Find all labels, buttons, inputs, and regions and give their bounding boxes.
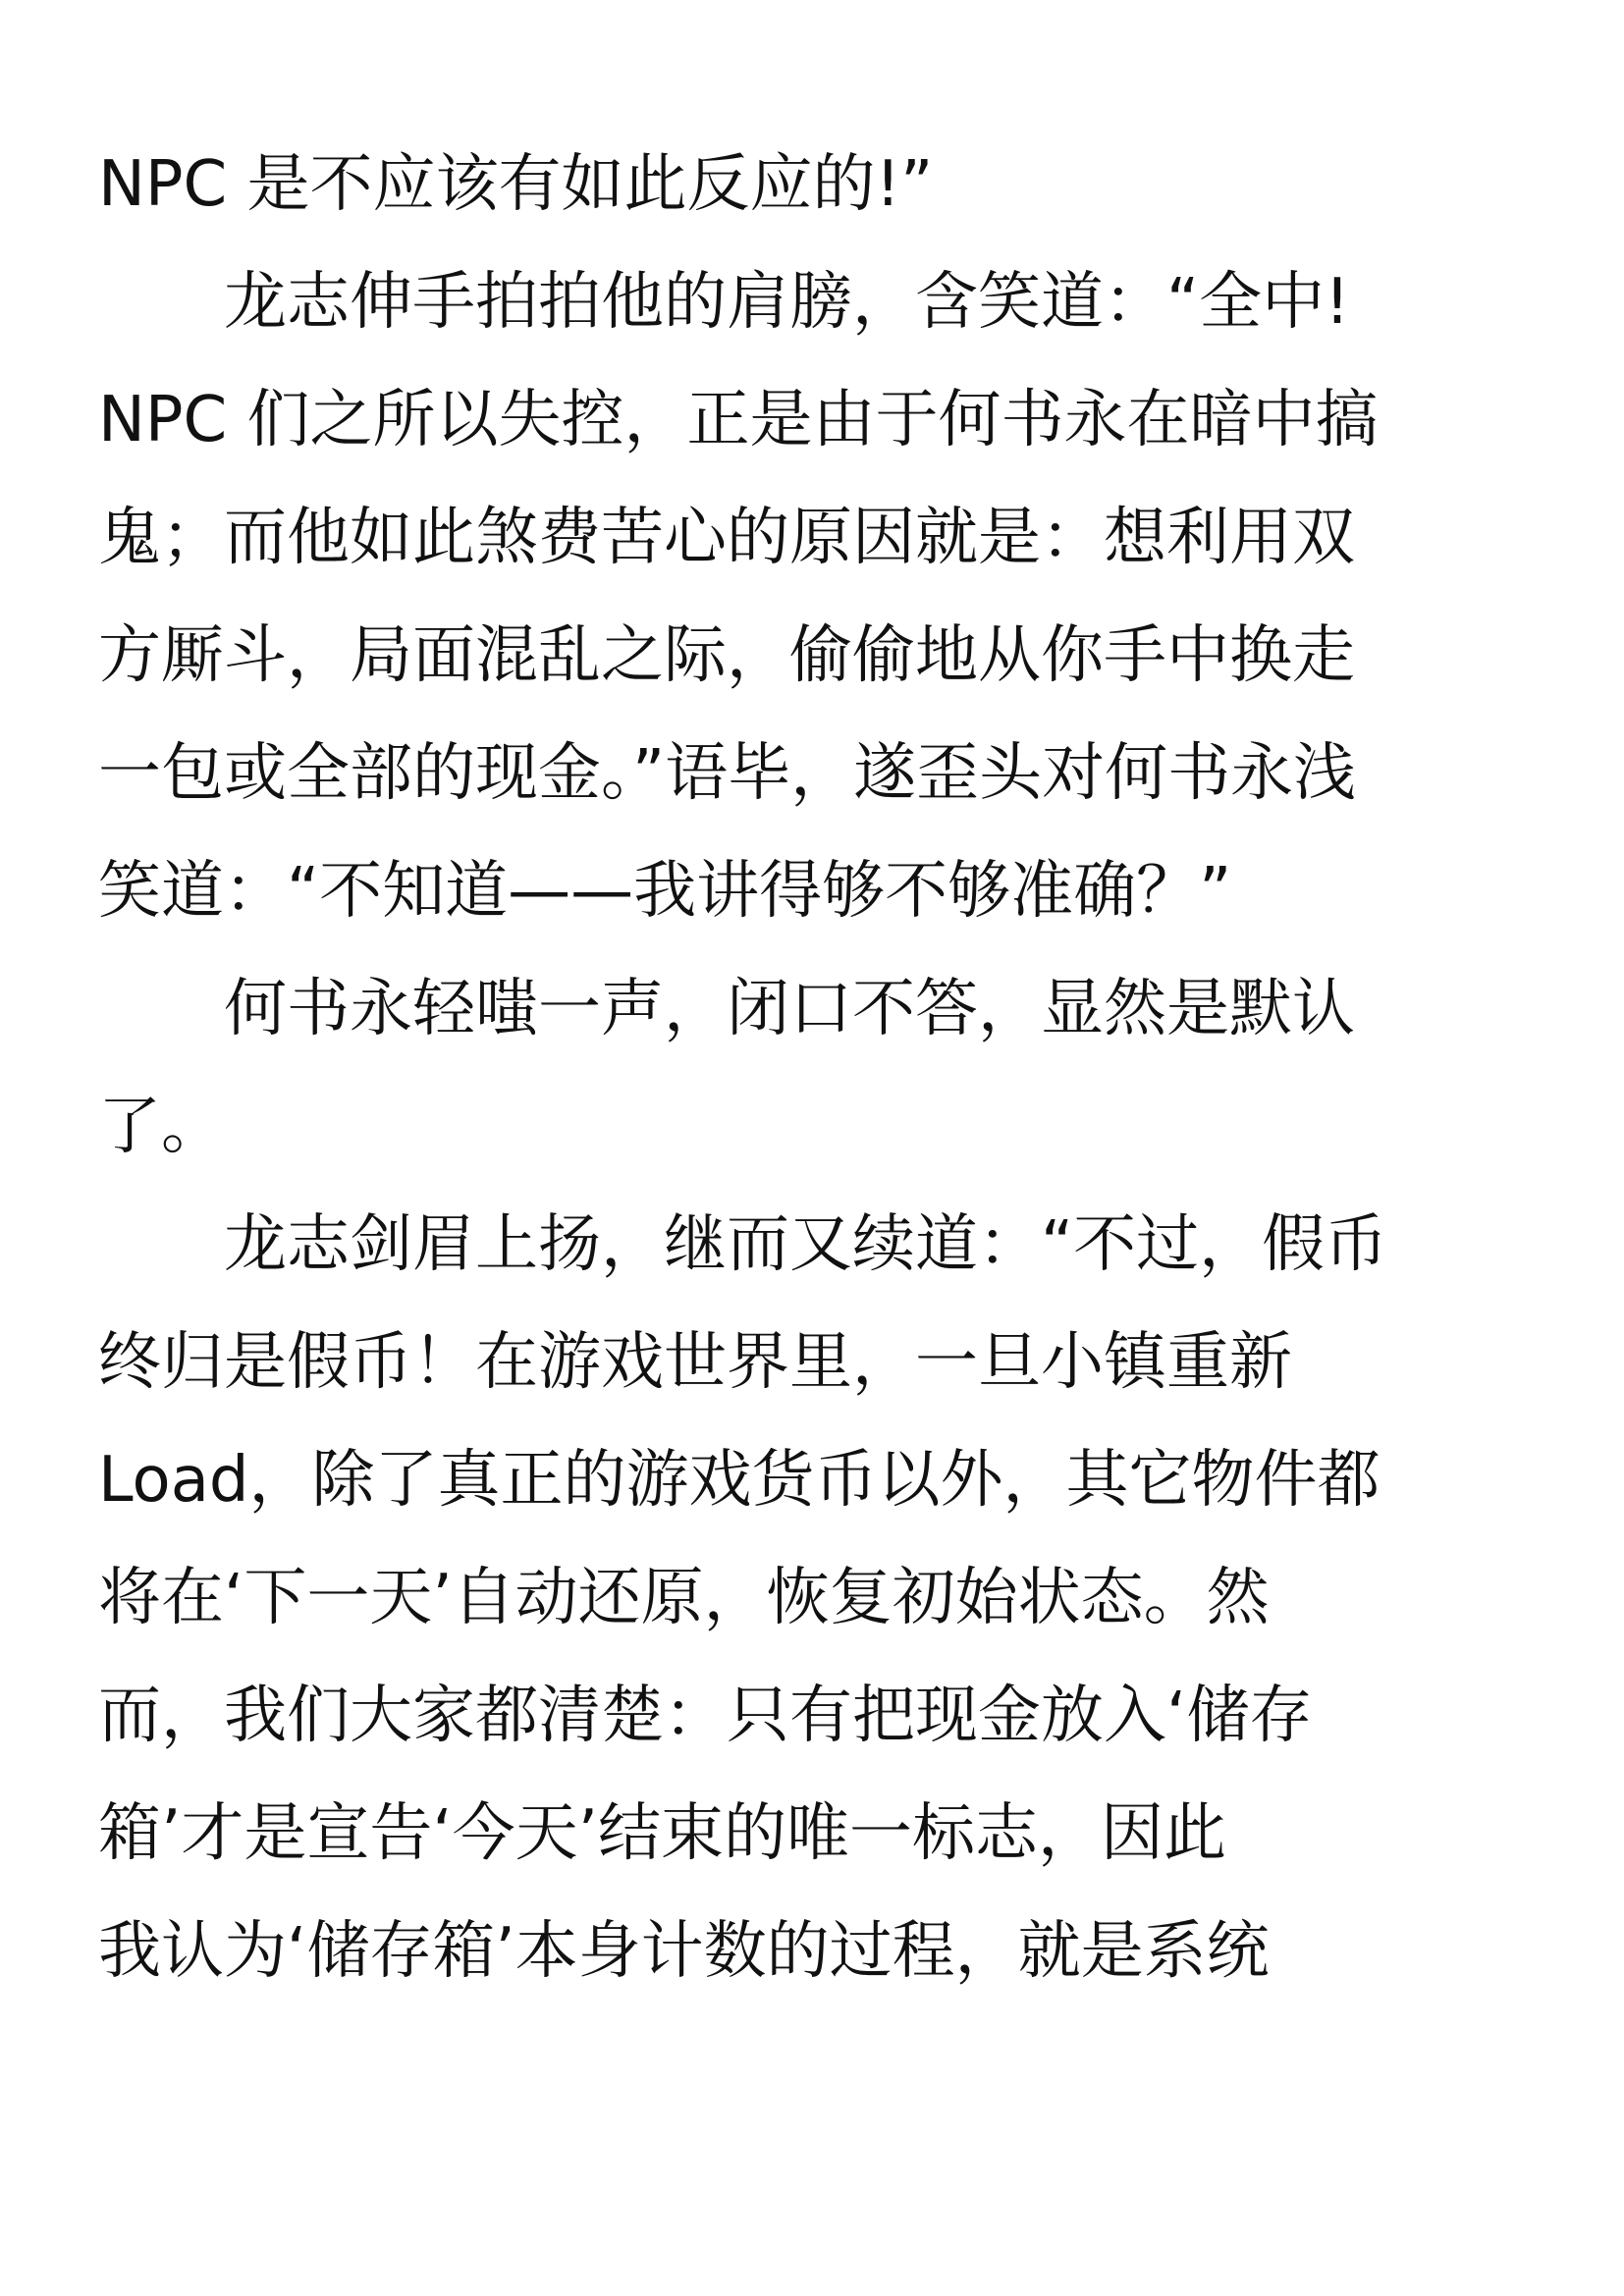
text-line: 笑道：“不知道——我讲得够不够准确？” — [98, 855, 1232, 928]
text-line: 终归是假币！在游戏世界里，一旦小镇重新 — [98, 1326, 1292, 1399]
text-line: 方厮斗，局面混乱之际，偷偷地从你手中换走 — [98, 619, 1355, 692]
text-line: 一包或全部的现金。”语毕，遂歪头对何书永浅 — [98, 737, 1357, 810]
text-line: 龙志剑眉上扬，继而又续道：“不过，假币 — [98, 1208, 1388, 1281]
text-line: 箱’才是宣告‘今天’结束的唯一标志，因此 — [98, 1797, 1227, 1870]
text-line: NPC 是不应该有如此反应的!” — [98, 148, 934, 221]
text-line: 我认为‘储存箱’本身计数的过程，就是系统 — [98, 1915, 1270, 1988]
text-line: 了。 — [98, 1091, 224, 1163]
text-line: 鬼；而他如此煞费苦心的原因就是：想利用双 — [98, 502, 1355, 574]
body-text — [98, 126, 1534, 2010]
text-line: NPC 们之所以失控，正是由于何书永在暗中搞 — [98, 384, 1379, 456]
text-line: 将在‘下一天’自动还原，恢复初始状态。然 — [98, 1562, 1270, 1634]
text-line: 龙志伸手拍拍他的肩膀，含笑道：“全中! — [98, 266, 1350, 339]
text-line: 而，我们大家都清楚：只有把现金放入‘储存 — [98, 1680, 1313, 1752]
text-line: Load，除了真正的游戏货币以外，其它物件都 — [98, 1444, 1380, 1517]
text-line: 何书永轻嗤一声，闭口不答，显然是默认 — [98, 973, 1355, 1045]
